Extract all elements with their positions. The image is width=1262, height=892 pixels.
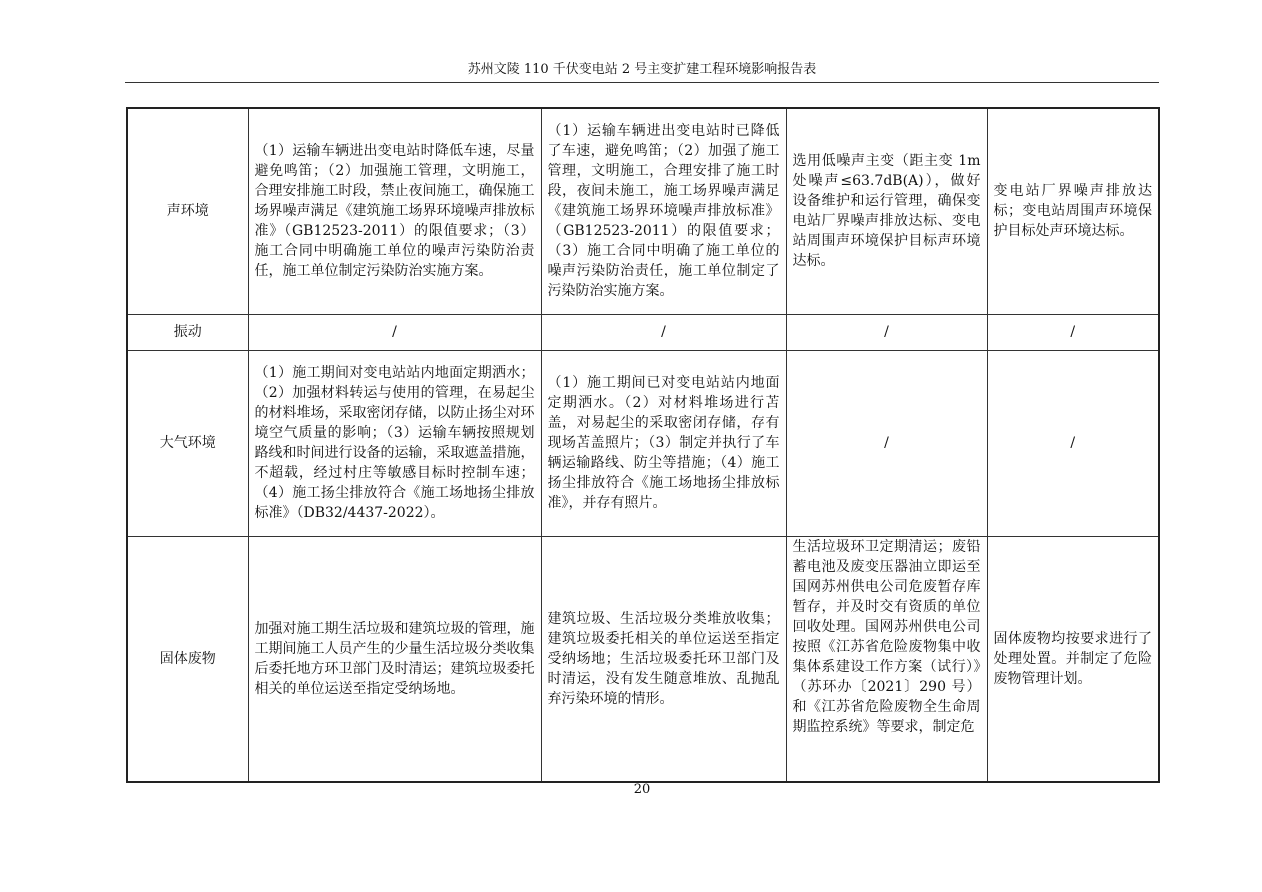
- environment-measures-table: [126, 107, 1160, 783]
- operation-measures-cell: 选用低噪声主变（距主变 1m 处噪声≤63.7dB(A)），做好设备维护和运行管理，确保变电站厂界噪声排放达标、变电站周围声环境保护目标声环境达标。: [786, 108, 987, 314]
- implementation-cell: （1）运输车辆进出变电站时已降低了车速，避免鸣笛；（2）加强了施工管理，文明施工，合理安排了施工时段，夜间未施工，施工场界噪声满足《建筑施工场界环境噪声排放标准》（GB12523-2011）的限值要求；（3）施工合同中明确了施工单位的噪声污染防治责任，施工单位制定了污染防治实施方案。: [541, 108, 786, 314]
- header-rule: [125, 82, 1159, 83]
- operation-measures-cell: /: [786, 314, 987, 350]
- effect-cell: 变电站厂界噪声排放达标；变电站周围声环境保护目标处声环境达标。: [987, 108, 1159, 314]
- operation-measures-cell: /: [786, 350, 987, 536]
- table-row-solid-waste: [127, 536, 1159, 782]
- table-row-noise: [127, 108, 1159, 314]
- operation-measures-cell: 生活垃圾环卫定期清运；废铅蓄电池及废变压器油立即运至国网苏州供电公司危废暂存库暂存，并及时交有资质的单位回收处理。国网苏州供电公司按照《江苏省危险废物集中收集体系建设工作方案（试行）》（苏环办〔2021〕290 号）和《江苏省危险废物全生命周期监控系统》等要求，制定危: [786, 536, 987, 782]
- construction-measures-cell: （1）施工期间对变电站站内地面定期洒水；（2）加强材料转运与使用的管理，在易起尘的材料堆场，采取密闭存储，以防止扬尘对环境空气质量的影响；（3）运输车辆按照规划路线和时间进行设备的运输，采取遮盖措施，不超载，经过村庄等敏感目标时控制车速；（4）施工扬尘排放符合《施工场地扬尘排放标准》（DB32/4437-2022）。: [248, 350, 541, 536]
- construction-measures-cell: （1）运输车辆进出变电站时降低车速，尽量避免鸣笛；（2）加强施工管理，文明施工，合理安排施工时段，禁止夜间施工，确保施工场界噪声满足《建筑施工场界环境噪声排放标准》（GB12523-2011）的限值要求；（3）施工合同中明确施工单位的噪声污染防治责任，施工单位制定污染防治实施方案。: [248, 108, 541, 314]
- table-row-vibration: [127, 314, 1159, 350]
- construction-measures-cell: 加强对施工期生活垃圾和建筑垃圾的管理，施工期间施工人员产生的少量生活垃圾分类收集后委托地方环卫部门及时清运；建筑垃圾委托相关的单位运送至指定受纳场地。: [248, 536, 541, 782]
- category-cell: 声环境: [127, 108, 248, 314]
- page-header: 苏州文陵 110 千伏变电站 2 号主变扩建工程环境影响报告表: [467, 62, 817, 77]
- page-number: 20: [633, 782, 651, 797]
- implementation-cell: （1）施工期间已对变电站站内地面定期洒水。（2）对材料堆场进行苫盖，对易起尘的采取密闭存储，存有现场苫盖照片；（3）制定并执行了车辆运输路线、防尘等措施；（4）施工扬尘排放符合《施工场地扬尘排放标准》，并存有照片。: [541, 350, 786, 536]
- construction-measures-cell: /: [248, 314, 541, 350]
- category-cell: 振动: [127, 314, 248, 350]
- implementation-cell: /: [541, 314, 786, 350]
- category-cell: 大气环境: [127, 350, 248, 536]
- implementation-cell: 建筑垃圾、生活垃圾分类堆放收集；建筑垃圾委托相关的单位运送至指定受纳场地；生活垃圾委托环卫部门及时清运，没有发生随意堆放、乱抛乱弃污染环境的情形。: [541, 536, 786, 782]
- category-cell: 固体废物: [127, 536, 248, 782]
- effect-cell: 固体废物均按要求进行了处理处置。并制定了危险废物管理计划。: [987, 536, 1159, 782]
- effect-cell: /: [987, 314, 1159, 350]
- table-row-air: [127, 350, 1159, 536]
- effect-cell: /: [987, 350, 1159, 536]
